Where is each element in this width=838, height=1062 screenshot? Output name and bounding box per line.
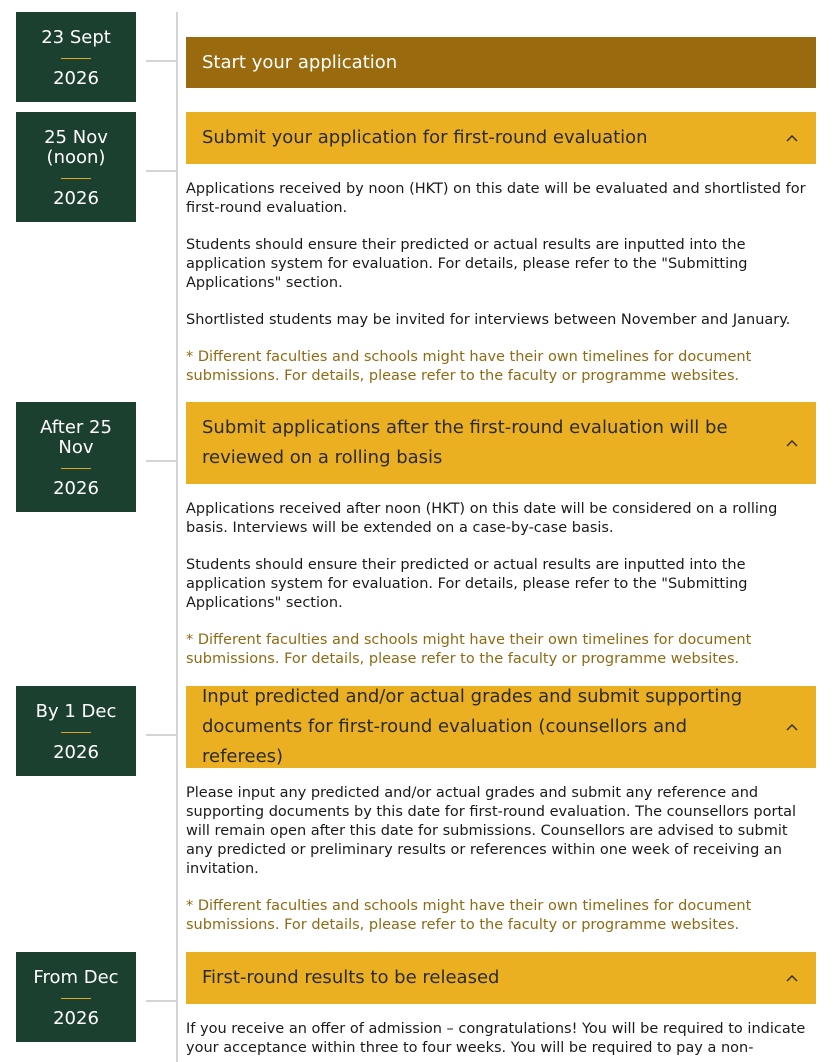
date-label: 23 Sept (41, 27, 111, 48)
date-year: 2026 (53, 742, 99, 763)
section-header-grades-and-documents[interactable] (186, 686, 816, 768)
chevron-up-icon[interactable] (786, 439, 798, 451)
section-title: Submit your application for first-round evaluation (202, 127, 648, 148)
section-body-rolling-basis (186, 500, 816, 669)
section-header-rolling-basis[interactable] (186, 402, 816, 484)
section-title: Submit applications after the first-round evaluation will be reviewed on a rolling basis (202, 417, 728, 468)
body-paragraph: Students should ensure their predicted or actual results are inputted into the application system for evaluation. For details, please refer to the "Submitting Applications" section. (186, 557, 748, 611)
date-card (16, 402, 136, 512)
timeline-connector (146, 460, 176, 462)
body-paragraph: Applications received after noon (HKT) on this date will be considered on a rolling basis. Interviews will be extended on a case-by-case basis. (186, 501, 778, 536)
section-title: Input predicted and/or actual grades and submit supporting documents for first-round evaluation (counsellors and referees) (202, 686, 743, 767)
body-paragraph: Shortlisted students may be invited for interviews between November and January. (186, 312, 791, 328)
date-year: 2026 (53, 478, 99, 499)
date-year: 2026 (53, 1008, 99, 1029)
timeline-connector (146, 60, 176, 62)
date-card (16, 686, 136, 776)
section-title: Start your application (202, 51, 398, 73)
chevron-up-icon[interactable] (786, 974, 798, 986)
timeline-connector (146, 170, 176, 172)
note-text: * Different faculties and schools might have their own timelines for document submissions. For details, please refer to the faculty or programme websites. (186, 349, 752, 384)
date-label: From Dec (33, 967, 119, 988)
date-label: After 25 Nov (40, 417, 112, 458)
date-year: 2026 (53, 68, 99, 89)
date-card (16, 952, 136, 1042)
date-year: 2026 (53, 188, 99, 209)
section-title: First-round results to be released (202, 967, 500, 988)
date-card (16, 12, 136, 102)
chevron-up-icon[interactable] (786, 134, 798, 146)
section-header-start-application[interactable] (186, 37, 816, 88)
body-paragraph: If you receive an offer of admission – congratulations! You will be required to indicate your acceptance within three to four weeks. You will be required to pay a non- (186, 1021, 806, 1056)
body-paragraph: Please input any predicted and/or actual grades and submit any reference and supporting documents by this date for first-round evaluation. The counsellors portal will remain open after this date for submissions. Counsellors are advised to submit any predicted or preliminary results or references within one week of receiving an invitation. (186, 785, 797, 877)
timeline-connector (146, 1000, 176, 1002)
date-label: By 1 Dec (35, 701, 117, 722)
date-label: 25 Nov (noon) (44, 127, 108, 168)
section-body-first-round-evaluation (186, 180, 816, 386)
body-paragraph: Students should ensure their predicted or actual results are inputted into the application system for evaluation. For details, please refer to the "Submitting Applications" section. (186, 237, 748, 291)
timeline-connector (146, 734, 176, 736)
note-text: * Different faculties and schools might have their own timelines for document submissions. For details, please refer to the faculty or programme websites. (186, 898, 752, 933)
section-header-first-round-evaluation[interactable] (186, 112, 816, 164)
timeline-line (176, 12, 178, 1062)
note-text: * Different faculties and schools might have their own timelines for document submissions. For details, please refer to the faculty or programme websites. (186, 632, 752, 667)
chevron-up-icon[interactable] (786, 723, 798, 735)
section-body-first-round-results (186, 1020, 816, 1058)
date-card (16, 112, 136, 222)
body-paragraph: Applications received by noon (HKT) on this date will be evaluated and shortlisted for first-round evaluation. (186, 181, 806, 216)
section-body-grades-and-documents (186, 784, 816, 935)
section-header-first-round-results[interactable] (186, 952, 816, 1004)
